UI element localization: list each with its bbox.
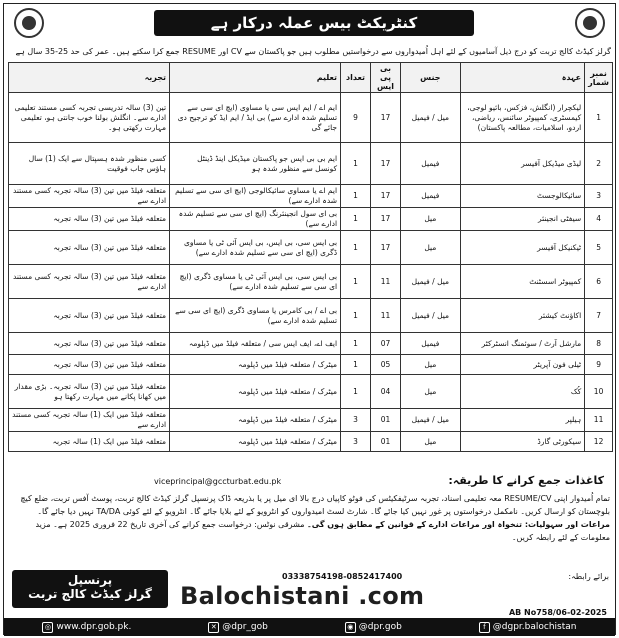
cell-bps: 17 <box>371 208 401 231</box>
cell-post: اکاؤنٹ کیشئر <box>460 299 584 333</box>
cell-bps: 04 <box>371 375 401 409</box>
cell-education: ایم بی بی ایس جو پاکستان میڈیکل اینڈ ڈینٹل کونسل سے منظور شدہ ہو <box>170 143 341 185</box>
cell-no: 10 <box>585 375 613 409</box>
principal-signature-box <box>12 570 168 608</box>
college-name: گرلز کیڈٹ کالج تربت <box>28 587 152 601</box>
cell-bps: 17 <box>371 143 401 185</box>
header-education: تعلیم <box>170 63 341 93</box>
cell-education: میٹرک / متعلقہ فیلڈ میں ڈپلومہ <box>170 375 341 409</box>
cell-bps: 17 <box>371 93 401 143</box>
footer-website[interactable] <box>42 622 131 633</box>
cell-no: 5 <box>585 231 613 265</box>
cell-post: سیکورٹی گارڈ <box>460 432 584 452</box>
cell-gender: فیمیل <box>400 143 460 185</box>
cell-count: 1 <box>341 375 371 409</box>
cell-post: لیکچرار (انگلش، فزکس، بائیو لوجی، کیمسٹری، کمپیوٹر سائنس، ریاضی، اردو، اسلامیات، مطالعہ پاکستان) <box>460 93 584 143</box>
watermark: Balochistani .com <box>180 582 425 610</box>
cell-no: 2 <box>585 143 613 185</box>
footer-facebook[interactable] <box>479 622 577 633</box>
cell-no: 8 <box>585 333 613 355</box>
table-row <box>9 143 613 185</box>
table-row <box>9 231 613 265</box>
application-email-link[interactable]: viceprincipal@gccturbat.edu.pk <box>154 477 282 486</box>
cell-education: ایم اے یا مساوی سائیکالوجی (ایچ ای سی سے تسلیم شدہ ادارے سے) <box>170 185 341 208</box>
cell-count: 9 <box>341 93 371 143</box>
cell-experience: متعلقہ فیلڈ میں تین (3) سالہ تجربہ <box>9 333 170 355</box>
twitter-text: @dpr_gob <box>222 622 268 632</box>
cell-bps: 11 <box>371 265 401 299</box>
cell-count: 1 <box>341 143 371 185</box>
cell-bps: 17 <box>371 185 401 208</box>
cell-gender: میل / فیمیل <box>400 409 460 432</box>
cell-education: میٹرک / متعلقہ فیلڈ میں ڈپلومہ <box>170 409 341 432</box>
cell-no: 6 <box>585 265 613 299</box>
cell-education: میٹرک / متعلقہ فیلڈ میں ڈپلومہ <box>170 432 341 452</box>
cell-bps: 07 <box>371 333 401 355</box>
table-row <box>9 409 613 432</box>
cell-post: کُک <box>460 375 584 409</box>
table-row <box>9 333 613 355</box>
cell-experience: متعلقہ فیلڈ میں تین (3) سالہ تجربہ کسی مستند ادارے سے <box>9 185 170 208</box>
cell-bps: 01 <box>371 432 401 452</box>
cell-no: 7 <box>585 299 613 333</box>
header-gender: جنس <box>400 63 460 93</box>
cell-gender: فیمیل <box>400 333 460 355</box>
cell-gender: میل / فیمیل <box>400 265 460 299</box>
cell-no: 12 <box>585 432 613 452</box>
deadline-text: مشرقی نوٹس: درخواست جمع کرانے کی آخری تاریخ 22 فروری 2025 ہے۔ مزید معلومات کے لئے رابطہ کریں۔ <box>35 520 610 542</box>
facebook-icon: f <box>479 622 490 633</box>
cell-experience: متعلقہ فیلڈ میں تین (3) سالہ تجربہ۔ بڑی مقدار میں کھانا پکانے میں مہارت رکھتا ہو <box>9 375 170 409</box>
cell-education: بی ایس سی، بی ایس آئی ٹی یا مساوی ڈگری (ایچ ای سی سے تسلیم شدہ ادارے سے) <box>170 265 341 299</box>
cell-experience: تین (3) سالہ تدریسی تجربہ کسی مستند تعلیمی ادارے سے۔ انگلش بولنا خوب جانتی ہو، تعلیمی مہارت رکھتی ہو۔ <box>9 93 170 143</box>
cell-no: 9 <box>585 355 613 375</box>
table-header-row <box>9 63 613 93</box>
cell-count: 1 <box>341 299 371 333</box>
principal-title: پرنسپل <box>67 573 113 587</box>
cell-experience: متعلقہ فیلڈ میں تین (3) سالہ تجربہ کسی مستند ادارے سے <box>9 265 170 299</box>
cell-gender: میل <box>400 375 460 409</box>
cell-count: 1 <box>341 231 371 265</box>
cell-post: سائیکالوجسٹ <box>460 185 584 208</box>
cell-experience: کسی منظور شدہ ہسپتال سے ایک (1) سال ہاؤس جاب فوقیت <box>9 143 170 185</box>
cell-experience: متعلقہ فیلڈ میں تین (3) سالہ تجربہ <box>9 299 170 333</box>
cell-experience: متعلقہ فیلڈ میں ایک (1) سالہ تجربہ کسی مستند ادارے سے <box>9 409 170 432</box>
table-row <box>9 208 613 231</box>
cell-bps: 01 <box>371 409 401 432</box>
ad-header <box>4 4 615 42</box>
procedure-body: تمام اُمیدوار اپنی RESUME/CV معہ تعلیمی اسناد، تجربہ سرٹیفکیٹس کی فوٹو کاپیاں درج بالا ای میل پر یا بذریعہ ڈاک پرنسپل گرلز کیڈٹ کالج تربت، پوسٹ آفس تربت، ضلع کیچ بلوچستان کو ارسال کریں۔ نامکمل درخواستوں پر غور نہیں کیا جائے گا۔ شارٹ لسٹ امیدواروں کو انٹرویو کے لئے بلایا جائے گا۔ انٹرویو کے لئے کوئی TA/DA نہیں دیا جائے گا۔ <box>20 494 610 516</box>
header-count: تعداد <box>341 63 371 93</box>
table-row <box>9 185 613 208</box>
cell-count: 1 <box>341 265 371 299</box>
contact-label: برائے رابطہ: <box>568 572 609 581</box>
footer-instagram[interactable] <box>345 622 402 633</box>
benefits-text: مراعات اور سہولیات: تنخواہ اور مراعات ادارے کے قوانین کے مطابق ہوں گی۔ <box>307 520 610 529</box>
cell-education: ایف اے، ایف ایس سی / متعلقہ فیلڈ میں ڈپلومہ <box>170 333 341 355</box>
advertisement-page <box>3 3 616 635</box>
cell-post: ٹیلی فون آپریٹر <box>460 355 584 375</box>
cell-no: 3 <box>585 185 613 208</box>
footer-twitter[interactable] <box>208 622 268 633</box>
facebook-text: @dgpr.balochistan <box>492 622 577 632</box>
college-logo-icon <box>14 8 44 38</box>
cell-count: 3 <box>341 432 371 452</box>
ad-title: کنٹریکٹ بیس عملہ درکار ہے <box>154 10 474 36</box>
website-text: www.dpr.gob.pk. <box>56 622 132 632</box>
cell-bps: 11 <box>371 299 401 333</box>
cell-count: 1 <box>341 208 371 231</box>
table-row <box>9 265 613 299</box>
table-row <box>9 432 613 452</box>
cell-bps: 17 <box>371 231 401 265</box>
cell-education: بی اے / بی کامرس یا مساوی ڈگری (ایچ ای سی سے تسلیم شدہ ادارے سے) <box>170 299 341 333</box>
cell-education: ایم اے / ایم ایس سی یا مساوی (ایچ ای سی سے تسلیم شدہ ادارے سے) بی ایڈ / ایم ایڈ کو ترجیح دی جائے گی <box>170 93 341 143</box>
instagram-icon: ◉ <box>345 622 356 633</box>
cell-post: ٹیکنیکل آفیسر <box>460 231 584 265</box>
cell-post: کمپیوٹر اسسٹنٹ <box>460 265 584 299</box>
cell-count: 1 <box>341 185 371 208</box>
cell-gender: میل / فیمیل <box>400 93 460 143</box>
ad-intro: گرلز کیڈٹ کالج تربت کو درج ذیل آسامیوں کے لئے اہل اُمیدواروں سے درخواستیں مطلوب ہیں جو پاکستان سے CV اور RESUME جمع کرا سکتے ہیں۔ عمر کی حد 25-35 سال ہے <box>15 47 611 56</box>
procedure-title: کاغذات جمع کرانے کا طریقہ: <box>448 474 604 487</box>
instagram-text: @dpr.gob <box>358 622 402 632</box>
cell-education: میٹرک / متعلقہ فیلڈ میں ڈپلومہ <box>170 355 341 375</box>
cell-no: 4 <box>585 208 613 231</box>
twitter-icon: ✕ <box>208 622 219 633</box>
procedure-text <box>10 492 610 544</box>
table-row <box>9 355 613 375</box>
globe-icon: ◎ <box>42 622 53 633</box>
cell-education: بی ای سول انجینئرنگ (ایچ ای سی سے تسلیم شدہ ادارے سے) <box>170 208 341 231</box>
cell-experience: متعلقہ فیلڈ میں ایک (1) سالہ تجربہ <box>9 432 170 452</box>
cell-education: بی ایس سی، بی ایس، بی ایس آئی ٹی یا مساوی ڈگری (ایچ ای سی سے تسلیم شدہ ادارے سے) <box>170 231 341 265</box>
cell-post: مارشل آرٹ / سوئمنگ انسٹرکٹر <box>460 333 584 355</box>
table-row <box>9 299 613 333</box>
cell-gender: میل <box>400 231 460 265</box>
cell-post: سیفٹی انجینئر <box>460 208 584 231</box>
header-experience: تجربہ <box>9 63 170 93</box>
header-bps: بی پی ایس <box>371 63 401 93</box>
cell-no: 1 <box>585 93 613 143</box>
table-row <box>9 93 613 143</box>
cell-post: لیڈی میڈیکل آفیسر <box>460 143 584 185</box>
cell-experience: متعلقہ فیلڈ میں تین (3) سالہ تجربہ <box>9 231 170 265</box>
contact-numbers: 03338754198-0852417400 <box>282 572 403 581</box>
ad-number: AB No758/06-02-2025 <box>508 608 607 617</box>
cell-count: 1 <box>341 355 371 375</box>
header-no: نمبر شمار <box>585 63 613 93</box>
cell-count: 1 <box>341 333 371 355</box>
cell-bps: 05 <box>371 355 401 375</box>
header-post: عہدہ <box>460 63 584 93</box>
government-logo-icon <box>575 8 605 38</box>
jobs-table <box>8 62 613 452</box>
cell-gender: میل <box>400 432 460 452</box>
cell-post: ہیلپر <box>460 409 584 432</box>
cell-experience: متعلقہ فیلڈ میں تین (3) سالہ تجربہ <box>9 208 170 231</box>
cell-gender: میل <box>400 355 460 375</box>
cell-no: 11 <box>585 409 613 432</box>
cell-count: 3 <box>341 409 371 432</box>
cell-gender: میل <box>400 208 460 231</box>
table-row <box>9 375 613 409</box>
cell-experience: متعلقہ فیلڈ میں تین (3) سالہ تجربہ <box>9 355 170 375</box>
cell-gender: فیمیل <box>400 185 460 208</box>
cell-gender: میل / فیمیل <box>400 299 460 333</box>
footer-bar <box>4 618 615 636</box>
